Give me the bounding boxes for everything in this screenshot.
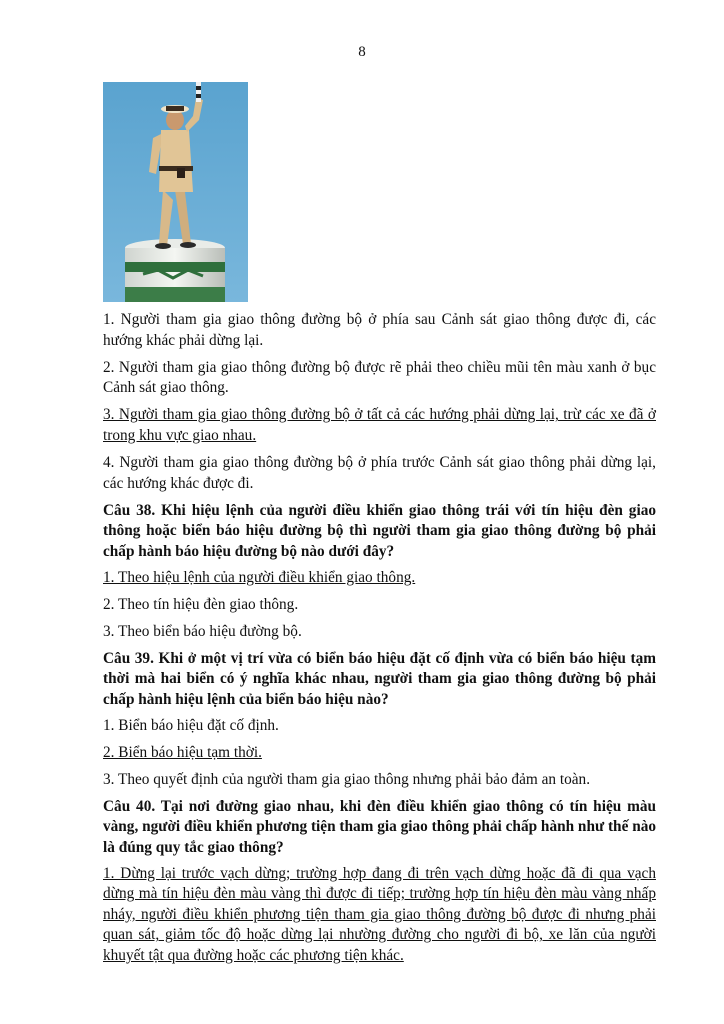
- correct-answer-option: 1. Theo hiệu lệnh của người điều khiển giao thông.: [103, 568, 416, 586]
- answer-option: 1. Người tham gia giao thông đường bộ ở phía sau Cảnh sát giao thông được đi, các hướng khác phải dừng lại.: [103, 311, 656, 349]
- answer-option: 3. Theo biển báo hiệu đường bộ.: [103, 622, 302, 640]
- traffic-police-photo: [103, 82, 248, 302]
- question-text: Câu 38. Khi hiệu lệnh của người điều khiển giao thông trái với tín hiệu đèn giao thông hoặc biển báo hiệu đường bộ thì người tham gia giao thông đường bộ phải chấp hành báo hiệu đường bộ nào dưới đây?: [103, 501, 656, 560]
- answer-option: 2. Người tham gia giao thông đường bộ được rẽ phải theo chiều mũi tên màu xanh ở bục Cảnh sát giao thông.: [103, 358, 656, 397]
- answer-option: 2. Theo tín hiệu đèn giao thông.: [103, 595, 299, 613]
- answer-option: 3. Theo quyết định của người tham gia giao thông nhưng phải bảo đảm an toàn.: [103, 770, 591, 788]
- page-number: 8: [358, 44, 366, 60]
- question-content: [103, 310, 656, 973]
- answer-option: 1. Biển báo hiệu đặt cố định.: [103, 716, 279, 734]
- answer-option: 4. Người tham gia giao thông đường bộ ở phía trước Cảnh sát giao thông phải dừng lại, các hướng khác được đi.: [103, 454, 656, 492]
- question-text: Câu 40. Tại nơi đường giao nhau, khi đèn điều khiển giao thông có tín hiệu màu vàng, người điều khiển phương tiện tham gia giao thông phải chấp hành như thế nào là đúng quy tắc giao thông?: [103, 797, 656, 857]
- correct-answer-option: 3. Người tham gia giao thông đường bộ ở tất cả các hướng phải dừng lại, trừ các xe đã ở trong khu vực giao nhau.: [103, 406, 656, 444]
- correct-answer-option: 2. Biển báo hiệu tạm thời.: [103, 743, 262, 761]
- traffic-police-on-podium-photo: [103, 82, 248, 302]
- question-text: Câu 39. Khi ở một vị trí vừa có biển báo hiệu đặt cố định vừa có biển báo hiệu tạm thời mà hai biển có ý nghĩa khác nhau, người tham gia giao thông đường bộ phải chấp hành hiệu lệnh của biển báo hiệu nào?: [103, 649, 656, 708]
- correct-answer-option: 1. Dừng lại trước vạch dừng; trường hợp đang đi trên vạch dừng hoặc đã đi qua vạch dừng mà tín hiệu đèn màu vàng thì được đi tiếp; trường hợp tín hiệu đèn màu vàng nhấp nháy, người điều khiển phương tiện tham gia giao thông đường bộ được đi nhưng phải quan sát, giảm tốc độ hoặc dừng lại nhường đường cho người đi bộ, xe lăn của người khuyết tật qua đường hoặc các phương tiện khác.: [103, 864, 656, 965]
